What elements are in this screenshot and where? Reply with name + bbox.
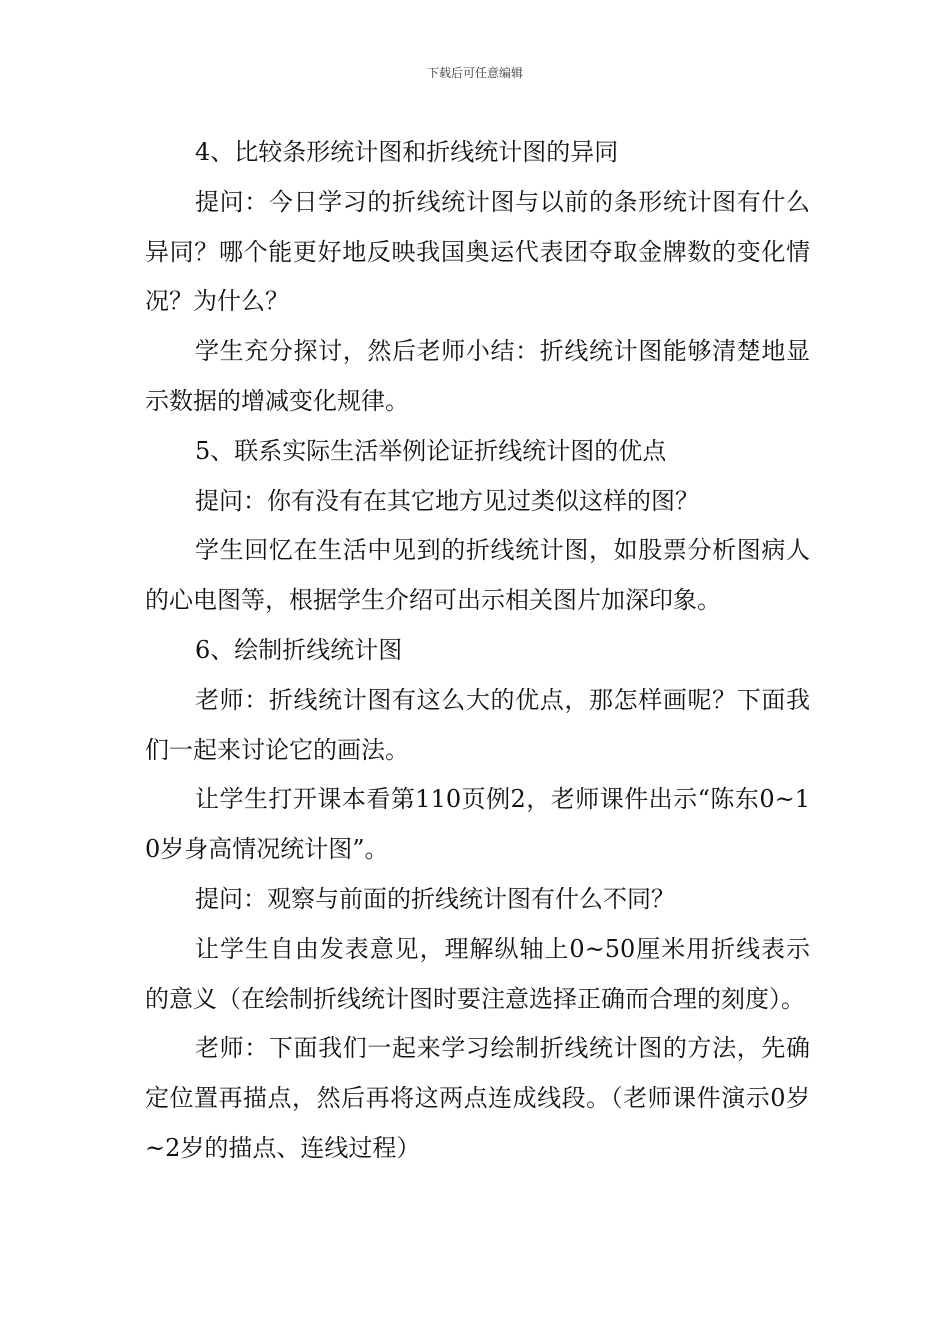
paragraph-student-recall: 学生回忆在生活中见到的折线统计图，如股票分析图病人的心电图等，根据学生介绍可出示相关图片加深印象。 <box>145 536 810 615</box>
paragraph-drawing-method: 老师：下面我们一起来学习绘制折线统计图的方法，先确定位置再描点，然后再将这两点连成线段。（老师课件演示0岁~2岁的描点、连线过程） <box>145 1034 810 1162</box>
paragraph-scale-meaning: 让学生自由发表意见，理解纵轴上0~50厘米用折线表示的意义（在绘制折线统计图时要注意选择正确而合理的刻度）。 <box>145 934 810 1013</box>
paragraph-question-difference: 提问：观察与前面的折线统计图有什么不同？ <box>195 884 675 913</box>
section-heading-5: 5、联系实际生活举例论证折线统计图的优点 <box>195 436 667 465</box>
paragraph-teacher-intro: 老师：折线统计图有这么大的优点，那怎样画呢？下面我们一起来讨论它的画法。 <box>145 685 810 764</box>
paragraph-summary: 学生充分探讨，然后老师小结：折线统计图能够清楚地显示数据的增减变化规律。 <box>145 337 810 415</box>
section-heading-4: 4、比较条形统计图和折线统计图的异同 <box>195 138 619 166</box>
paragraph-textbook: 让学生打开课本看第110页例2，老师课件出示“陈东0~10岁身高情况统计图”。 <box>145 785 810 864</box>
section-heading-6: 6、绘制折线统计图 <box>195 635 403 664</box>
paragraph-question-examples: 提问：你有没有在其它地方见过类似这样的图？ <box>195 486 699 515</box>
paragraph-question-compare: 提问：今日学习的折线统计图与以前的条形统计图有什么异同？哪个能更好地反映我国奥运代表团夺取金牌数的变化情况？为什么？ <box>145 187 810 316</box>
page-header-note: 下载后可任意编辑 <box>426 66 523 80</box>
document-body <box>145 128 810 1174</box>
